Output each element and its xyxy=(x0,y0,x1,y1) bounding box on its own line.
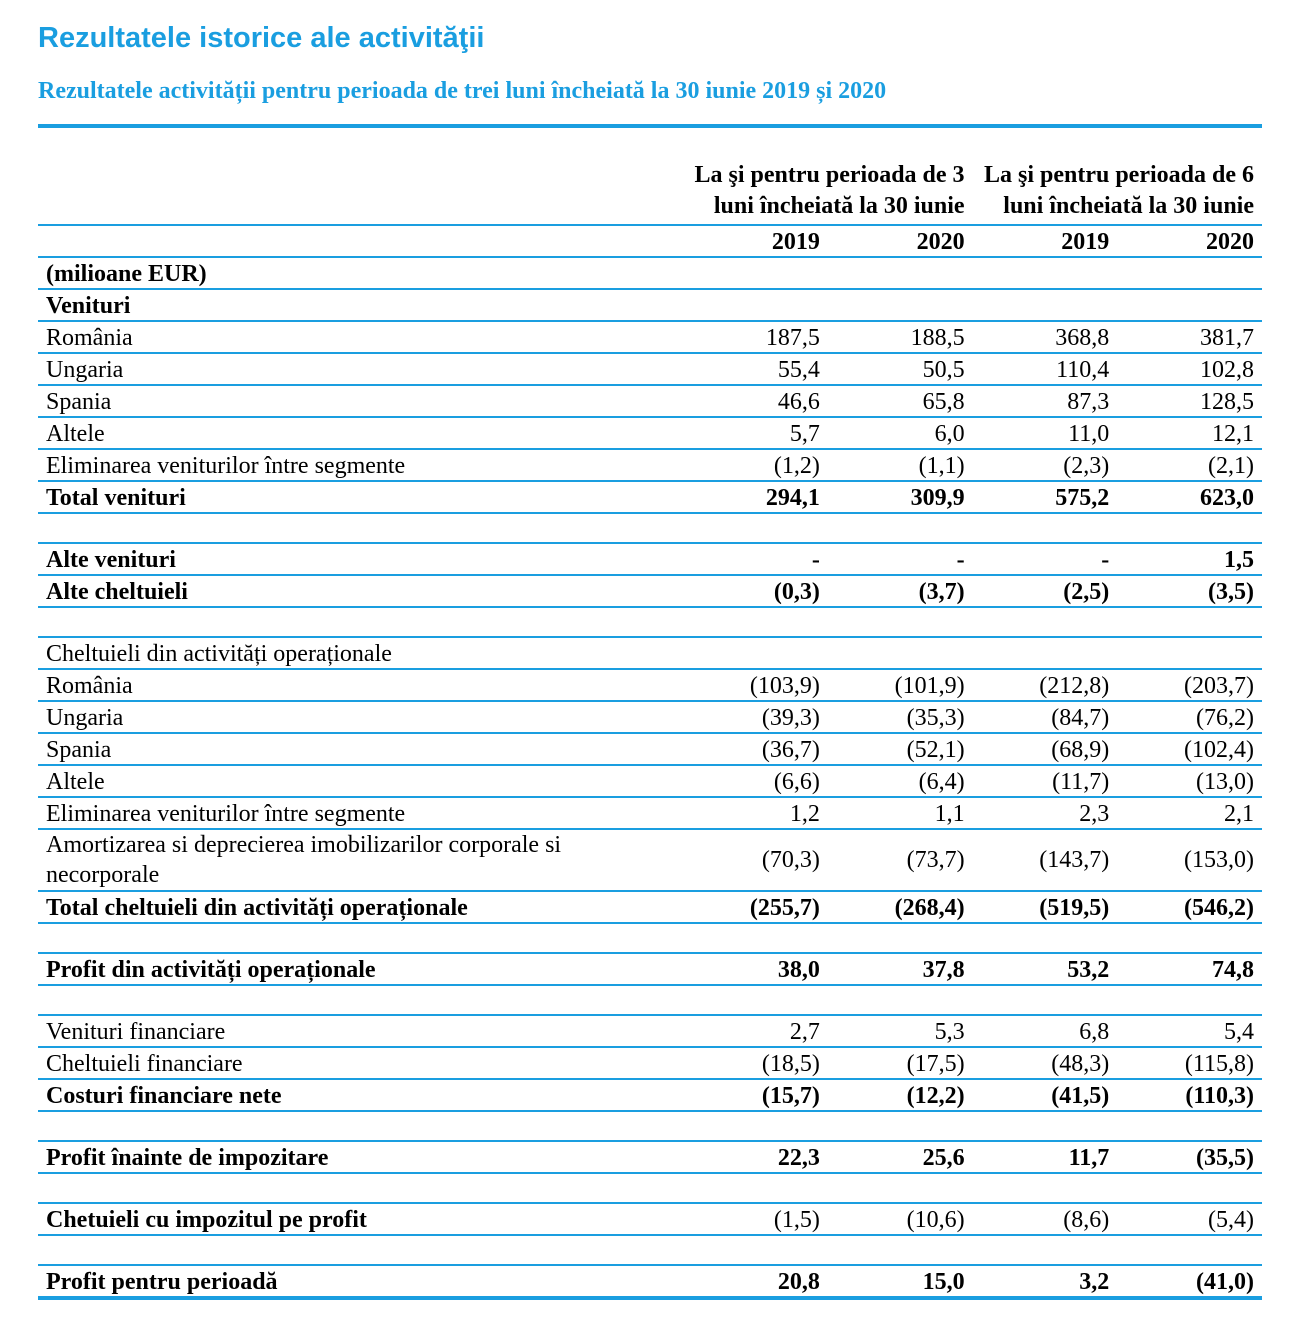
header-year: 2020 xyxy=(1117,225,1262,257)
table-row-section xyxy=(38,637,1262,669)
row-label: România xyxy=(38,669,683,701)
row-label: Ungaria xyxy=(38,353,683,385)
table-row xyxy=(38,575,1262,607)
table-spacer xyxy=(38,607,1262,637)
row-label: Eliminarea veniturilor între segmente xyxy=(38,449,683,481)
row-label: Total cheltuieli din activități operaționale xyxy=(38,891,683,923)
header-group-row xyxy=(38,126,1262,225)
cell-value: (1,2) xyxy=(683,449,828,481)
row-label: Alte cheltuieli xyxy=(38,575,683,607)
cell-value: (36,7) xyxy=(683,733,828,765)
cell-value xyxy=(683,637,828,669)
table-row-section xyxy=(38,289,1262,321)
cell-value: (0,3) xyxy=(683,575,828,607)
cell-value: 128,5 xyxy=(1117,385,1262,417)
header-years-row xyxy=(38,225,1262,257)
cell-value: 2,1 xyxy=(1117,797,1262,829)
cell-value: 12,1 xyxy=(1117,417,1262,449)
cell-value: 2,7 xyxy=(683,1015,828,1047)
table-spacer xyxy=(38,513,1262,543)
table-row xyxy=(38,543,1262,575)
cell-value: (3,7) xyxy=(828,575,973,607)
cell-value: (12,2) xyxy=(828,1079,973,1111)
table-spacer xyxy=(38,1111,1262,1141)
row-label: Venituri xyxy=(38,289,683,321)
cell-value: 37,8 xyxy=(828,953,973,985)
cell-value: (52,1) xyxy=(828,733,973,765)
cell-value: (115,8) xyxy=(1117,1047,1262,1079)
cell-value: 575,2 xyxy=(973,481,1118,513)
header-year: 2020 xyxy=(828,225,973,257)
table-spacer xyxy=(38,923,1262,953)
row-label: Venituri financiare xyxy=(38,1015,683,1047)
cell-value: (203,7) xyxy=(1117,669,1262,701)
cell-value: 294,1 xyxy=(683,481,828,513)
table-row xyxy=(38,321,1262,353)
row-label: Amortizarea si deprecierea imobilizarilor corporale si necorporale xyxy=(38,829,683,891)
cell-value: (13,0) xyxy=(1117,765,1262,797)
cell-value: 5,3 xyxy=(828,1015,973,1047)
cell-value: (1,1) xyxy=(828,449,973,481)
row-label: Altele xyxy=(38,417,683,449)
row-label: Ungaria xyxy=(38,701,683,733)
cell-value: (41,0) xyxy=(1117,1265,1262,1298)
table-row xyxy=(38,1203,1262,1235)
table-row xyxy=(38,669,1262,701)
cell-value: (73,7) xyxy=(828,829,973,891)
table-spacer xyxy=(38,1173,1262,1203)
cell-value: (11,7) xyxy=(973,765,1118,797)
row-label: Alte venituri xyxy=(38,543,683,575)
header-group-3-months: La şi pentru perioada de 3 luni încheiată la 30 iunie xyxy=(683,126,972,225)
table-row xyxy=(38,417,1262,449)
cell-value: (2,3) xyxy=(973,449,1118,481)
cell-value: (35,3) xyxy=(828,701,973,733)
cell-value: (519,5) xyxy=(973,891,1118,923)
cell-value: (101,9) xyxy=(828,669,973,701)
cell-value: (3,5) xyxy=(1117,575,1262,607)
table-row xyxy=(38,449,1262,481)
cell-value: 22,3 xyxy=(683,1141,828,1173)
cell-value xyxy=(1117,257,1262,289)
row-label: Profit pentru perioadă xyxy=(38,1265,683,1298)
table-row-total xyxy=(38,891,1262,923)
cell-value: 6,0 xyxy=(828,417,973,449)
cell-value: 5,4 xyxy=(1117,1015,1262,1047)
table-row xyxy=(38,765,1262,797)
header-group-6-months: La şi pentru perioada de 6 luni încheiată la 30 iunie xyxy=(973,126,1262,225)
cell-value: 87,3 xyxy=(973,385,1118,417)
row-label: Altele xyxy=(38,765,683,797)
cell-value: - xyxy=(973,543,1118,575)
cell-value: (68,9) xyxy=(973,733,1118,765)
row-label: Cheltuieli din activități operaționale xyxy=(38,637,683,669)
table-row xyxy=(38,1047,1262,1079)
cell-value: (35,5) xyxy=(1117,1141,1262,1173)
cell-value: (1,5) xyxy=(683,1203,828,1235)
financial-results-table xyxy=(38,124,1262,1300)
cell-value: (5,4) xyxy=(1117,1203,1262,1235)
cell-value: (6,4) xyxy=(828,765,973,797)
cell-value: (212,8) xyxy=(973,669,1118,701)
cell-value: 3,2 xyxy=(973,1265,1118,1298)
table-spacer xyxy=(38,1235,1262,1265)
table-row-total xyxy=(38,1141,1262,1173)
cell-value: 25,6 xyxy=(828,1141,973,1173)
table-row-total xyxy=(38,1079,1262,1111)
cell-value: 15,0 xyxy=(828,1265,973,1298)
cell-value: 11,0 xyxy=(973,417,1118,449)
cell-value: (110,3) xyxy=(1117,1079,1262,1111)
row-label: Costuri financiare nete xyxy=(38,1079,683,1111)
table-row xyxy=(38,353,1262,385)
cell-value: (48,3) xyxy=(973,1047,1118,1079)
cell-value: - xyxy=(683,543,828,575)
table-row xyxy=(38,385,1262,417)
cell-value: (15,7) xyxy=(683,1079,828,1111)
cell-value: 102,8 xyxy=(1117,353,1262,385)
row-label: România xyxy=(38,321,683,353)
table-row-unit xyxy=(38,257,1262,289)
cell-value: 38,0 xyxy=(683,953,828,985)
cell-value: 53,2 xyxy=(973,953,1118,985)
table-row-total xyxy=(38,953,1262,985)
cell-value: (70,3) xyxy=(683,829,828,891)
cell-value: (153,0) xyxy=(1117,829,1262,891)
cell-value: (255,7) xyxy=(683,891,828,923)
row-label: (milioane EUR) xyxy=(38,257,683,289)
table-row-total xyxy=(38,1265,1262,1298)
row-label: Cheltuieli financiare xyxy=(38,1047,683,1079)
cell-value: 20,8 xyxy=(683,1265,828,1298)
cell-value: (17,5) xyxy=(828,1047,973,1079)
cell-value: (18,5) xyxy=(683,1047,828,1079)
table-row xyxy=(38,797,1262,829)
row-label: Profit din activități operaționale xyxy=(38,953,683,985)
header-year: 2019 xyxy=(683,225,828,257)
cell-value xyxy=(1117,637,1262,669)
cell-value: 623,0 xyxy=(1117,481,1262,513)
header-year: 2019 xyxy=(973,225,1118,257)
header-empty-cell xyxy=(38,225,683,257)
table-row xyxy=(38,733,1262,765)
cell-value: 74,8 xyxy=(1117,953,1262,985)
cell-value: (102,4) xyxy=(1117,733,1262,765)
cell-value: (6,6) xyxy=(683,765,828,797)
table-subtitle: Rezultatele activității pentru perioada de trei luni încheiată la 30 iunie 2019 și 2020 xyxy=(38,78,887,104)
cell-value: (39,3) xyxy=(683,701,828,733)
cell-value: (76,2) xyxy=(1117,701,1262,733)
row-label: Profit înainte de impozitare xyxy=(38,1141,683,1173)
cell-value: 5,7 xyxy=(683,417,828,449)
row-label: Chetuieli cu impozitul pe profit xyxy=(38,1203,683,1235)
cell-value xyxy=(828,289,973,321)
row-label: Total venituri xyxy=(38,481,683,513)
page-title: Rezultatele istorice ale activităţii xyxy=(38,22,485,54)
row-label: Spania xyxy=(38,385,683,417)
cell-value: 2,3 xyxy=(973,797,1118,829)
cell-value xyxy=(828,637,973,669)
row-label: Eliminarea veniturilor între segmente xyxy=(38,797,683,829)
cell-value xyxy=(683,289,828,321)
cell-value: (2,1) xyxy=(1117,449,1262,481)
cell-value: (10,6) xyxy=(828,1203,973,1235)
cell-value: 110,4 xyxy=(973,353,1118,385)
table-row xyxy=(38,1015,1262,1047)
cell-value xyxy=(1117,289,1262,321)
cell-value xyxy=(683,257,828,289)
cell-value: 11,7 xyxy=(973,1141,1118,1173)
cell-value xyxy=(973,257,1118,289)
cell-value: 368,8 xyxy=(973,321,1118,353)
cell-value: (143,7) xyxy=(973,829,1118,891)
cell-value: 1,5 xyxy=(1117,543,1262,575)
table-spacer xyxy=(38,985,1262,1015)
header-empty-cell xyxy=(38,126,683,225)
cell-value xyxy=(828,257,973,289)
cell-value: 188,5 xyxy=(828,321,973,353)
table-row xyxy=(38,701,1262,733)
cell-value xyxy=(973,637,1118,669)
cell-value: 381,7 xyxy=(1117,321,1262,353)
cell-value: 50,5 xyxy=(828,353,973,385)
cell-value: (8,6) xyxy=(973,1203,1118,1235)
cell-value: (84,7) xyxy=(973,701,1118,733)
row-label: Spania xyxy=(38,733,683,765)
table-row-total xyxy=(38,481,1262,513)
cell-value: (546,2) xyxy=(1117,891,1262,923)
cell-value: 46,6 xyxy=(683,385,828,417)
cell-value xyxy=(973,289,1118,321)
cell-value: (2,5) xyxy=(973,575,1118,607)
cell-value: - xyxy=(828,543,973,575)
cell-value: (103,9) xyxy=(683,669,828,701)
cell-value: (268,4) xyxy=(828,891,973,923)
cell-value: 1,1 xyxy=(828,797,973,829)
cell-value: (41,5) xyxy=(973,1079,1118,1111)
cell-value: 309,9 xyxy=(828,481,973,513)
cell-value: 187,5 xyxy=(683,321,828,353)
cell-value: 55,4 xyxy=(683,353,828,385)
cell-value: 6,8 xyxy=(973,1015,1118,1047)
cell-value: 1,2 xyxy=(683,797,828,829)
cell-value: 65,8 xyxy=(828,385,973,417)
table-row xyxy=(38,829,1262,891)
